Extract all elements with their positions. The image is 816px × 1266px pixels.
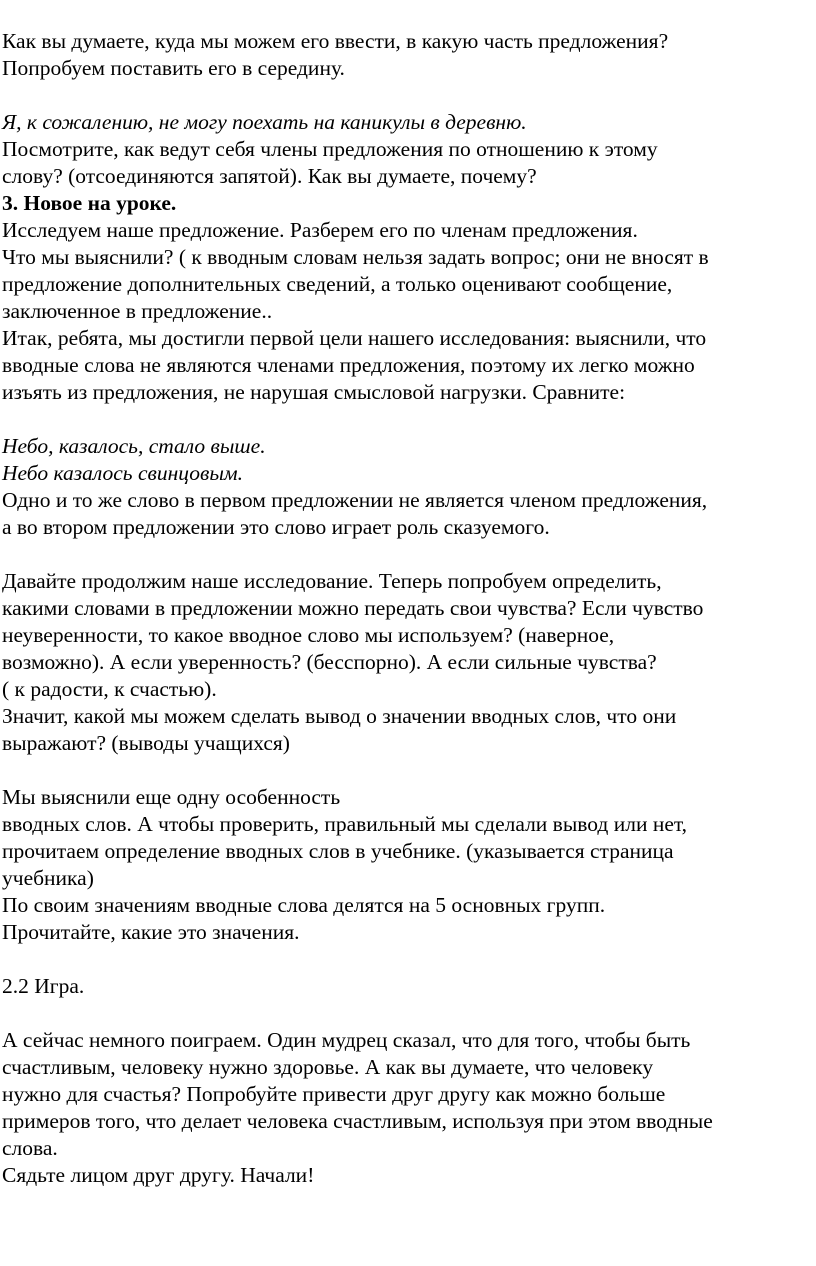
text-line: выражают? (выводы учащихся): [2, 731, 290, 755]
text-line: а во втором предложении это слово играет роль сказуемого.: [2, 515, 550, 539]
text-line: Значит, какой мы можем сделать вывод о значении вводных слов, что они: [2, 704, 677, 728]
text-line: Как вы думаете, куда мы можем его ввести, в какую часть предложения?: [2, 29, 669, 53]
text-line: счастливым, человеку нужно здоровье. А как вы думаете, что человеку: [2, 1055, 654, 1079]
example-sentence: Небо, казалось, стало выше.: [2, 434, 266, 458]
document-page: [2, 28, 814, 1189]
text-line: нужно для счастья? Попробуйте привести друг другу как можно больше: [2, 1082, 666, 1106]
blank-line: [2, 1000, 814, 1027]
text-line: 2.2 Игра.: [2, 974, 85, 998]
blank-line: [2, 82, 814, 109]
text-line: слова.: [2, 1136, 58, 1160]
example-sentence: Я, к сожалению, не могу поехать на каникулы в деревню.: [2, 110, 527, 134]
example-sentence: Небо казалось свинцовым.: [2, 461, 243, 485]
text-line: А сейчас немного поиграем. Один мудрец сказал, что для того, чтобы быть: [2, 1028, 691, 1052]
text-line: Мы выяснили еще одну особенность: [2, 785, 341, 809]
text-line: заключенное в предложение..: [2, 299, 273, 323]
text-line: Что мы выяснили? ( к вводным словам нельзя задать вопрос; они не вносят в: [2, 245, 709, 269]
text-line: Давайте продолжим наше исследование. Теперь попробуем определить,: [2, 569, 662, 593]
text-line: Итак, ребята, мы достигли первой цели нашего исследования: выяснили, что: [2, 326, 707, 350]
blank-line: [2, 541, 814, 568]
text-line: Попробуем поставить его в середину.: [2, 56, 345, 80]
blank-line: [2, 757, 814, 784]
text-line: какими словами в предложении можно передать свои чувства? Если чувство: [2, 596, 704, 620]
text-line: неуверенности, то какое вводное слово мы используем? (наверное,: [2, 623, 615, 647]
text-line: возможно). А если уверенность? (бесспорно). А если сильные чувства?: [2, 650, 657, 674]
text-line: Исследуем наше предложение. Разберем его по членам предложения.: [2, 218, 638, 242]
text-line: Одно и то же слово в первом предложении не является членом предложения,: [2, 488, 708, 512]
section-heading: 3. Новое на уроке.: [2, 191, 177, 215]
text-line: вводных слов. А чтобы проверить, правильный мы сделали вывод или нет,: [2, 812, 688, 836]
text-line: Сядьте лицом друг другу. Начали!: [2, 1163, 315, 1187]
text-line: вводные слова не являются членами предложения, поэтому их легко можно: [2, 353, 695, 377]
text-line: По своим значениям вводные слова делятся на 5 основных групп.: [2, 893, 606, 917]
blank-line: [2, 946, 814, 973]
text-line: предложение дополнительных сведений, а только оценивают сообщение,: [2, 272, 673, 296]
text-line: Прочитайте, какие это значения.: [2, 920, 300, 944]
text-line: Посмотрите, как ведут себя члены предложения по отношению к этому: [2, 137, 658, 161]
text-line: учебника): [2, 866, 94, 890]
text-line: примеров того, что делает человека счастливым, используя при этом вводные: [2, 1109, 713, 1133]
text-line: слову? (отсоединяются запятой). Как вы думаете, почему?: [2, 164, 537, 188]
text-line: изъять из предложения, не нарушая смысловой нагрузки. Сравните:: [2, 380, 626, 404]
text-line: ( к радости, к счастью).: [2, 677, 217, 701]
text-line: прочитаем определение вводных слов в учебнике. (указывается страница: [2, 839, 674, 863]
blank-line: [2, 406, 814, 433]
